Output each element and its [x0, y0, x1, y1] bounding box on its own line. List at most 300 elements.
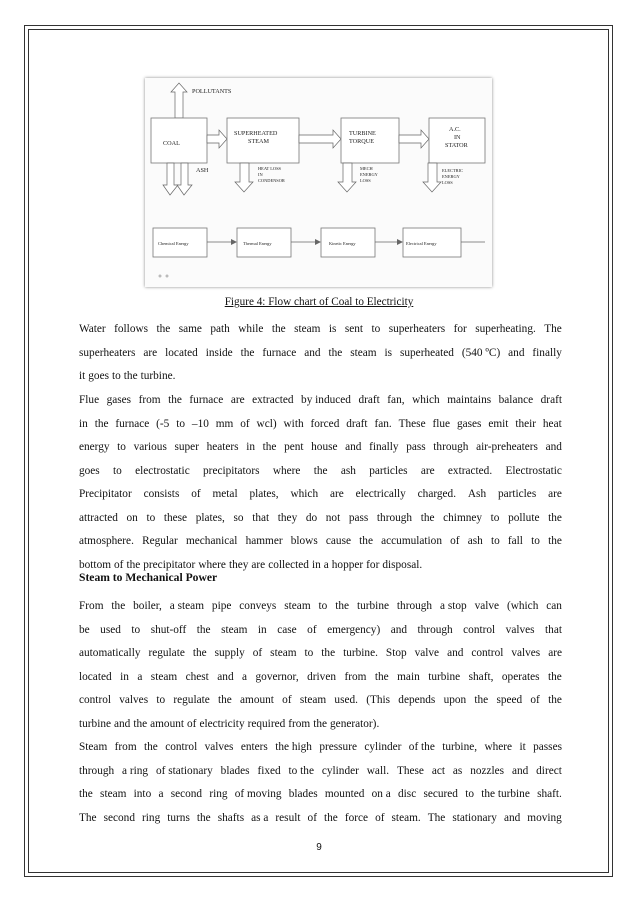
word: automatically [79, 647, 141, 660]
word: stationary [452, 811, 497, 824]
electrical-energy-label: Electrical Energy [406, 241, 437, 246]
word: and [508, 346, 525, 359]
word: to [490, 511, 500, 524]
word: pipe [211, 600, 232, 612]
word: the [133, 717, 148, 730]
word: the [196, 811, 211, 824]
paragraph-control-valves [79, 736, 562, 830]
word: result [275, 811, 301, 824]
word: turns [167, 811, 190, 824]
word: a [158, 788, 164, 801]
word: the [111, 600, 126, 612]
word: air-preheaters [476, 441, 538, 454]
word: of [252, 647, 263, 660]
word: from [138, 394, 161, 406]
word: balance [498, 394, 534, 406]
page-number: 9 [316, 842, 322, 853]
word: the [474, 694, 489, 707]
word: ash [467, 535, 483, 548]
word: control [79, 694, 111, 707]
word: –10 [191, 417, 209, 430]
word: enters [240, 741, 268, 753]
word: nozzles [470, 764, 505, 777]
word: case [277, 623, 297, 636]
word: generator). [330, 717, 380, 730]
word: hopper [331, 558, 364, 571]
word: goes [79, 464, 100, 477]
word: are [329, 488, 344, 501]
word: regulate [173, 694, 210, 707]
word: of stationary [155, 764, 213, 777]
arrow-head-2 [315, 239, 321, 245]
word: path [210, 323, 230, 335]
word: energy [79, 441, 110, 454]
word: are [251, 558, 266, 571]
word: mechanical [185, 535, 238, 548]
word: into [133, 788, 152, 801]
pollutants-arrow [171, 83, 187, 118]
word: bottom [79, 558, 112, 571]
text-line [79, 807, 562, 831]
stator-label: STATOR [445, 142, 468, 149]
word: steam [270, 647, 297, 660]
word: regulate [148, 647, 185, 660]
word: accumulation [381, 535, 442, 548]
word: required [247, 717, 286, 730]
word: plates, [195, 511, 225, 524]
word: mounted [324, 788, 365, 801]
turbine-label: TURBINE [349, 130, 376, 137]
word: Flue [79, 394, 100, 406]
word: turbine. [140, 370, 176, 383]
word: to [156, 694, 166, 707]
word: by induced [301, 394, 351, 406]
word: through [433, 441, 469, 454]
word: through [417, 623, 453, 636]
word: and [217, 670, 234, 683]
word: the [328, 346, 343, 359]
word: to [113, 464, 122, 477]
kinetic-energy-label: Kinetic Energy [329, 241, 356, 246]
word: steam [150, 670, 178, 683]
word: for [453, 323, 467, 335]
word: Regular [142, 535, 178, 548]
word: passes [533, 741, 562, 753]
word: amount [150, 717, 185, 730]
word: and [390, 623, 408, 636]
word: fan, [387, 394, 405, 406]
word: The [544, 323, 562, 335]
word: shaft, [468, 670, 494, 683]
word: valve [414, 647, 440, 660]
pollutants-label: POLLUTANTS [192, 88, 232, 95]
word: are [548, 488, 562, 501]
word: main [397, 670, 420, 683]
ash-arrow-right [177, 163, 192, 195]
arrow-head-1 [231, 239, 237, 245]
word: not [325, 511, 341, 524]
word: control [463, 623, 496, 636]
word: and [345, 441, 362, 454]
word: The [79, 811, 97, 824]
word: the [374, 670, 389, 683]
word: with [283, 417, 304, 430]
arrow-head-3 [397, 239, 403, 245]
text-line [79, 595, 562, 619]
word: consists [143, 488, 180, 501]
word: heat [542, 417, 562, 430]
word: of the [408, 741, 435, 753]
word: the [168, 394, 182, 406]
word: the [548, 535, 562, 548]
word: the [196, 623, 211, 636]
word: valves [511, 647, 541, 660]
word: on [126, 511, 138, 524]
word: fan. [374, 417, 392, 430]
paragraph-boiler [79, 595, 562, 736]
word: the [271, 323, 286, 335]
word: in [120, 670, 129, 683]
word: atmosphere. [79, 535, 134, 548]
word: in [246, 441, 256, 454]
word: blades [220, 764, 250, 777]
word: maintains [447, 394, 492, 406]
word: speed [496, 694, 523, 707]
word: for [366, 558, 380, 571]
word: control [165, 741, 198, 753]
word: furnace [115, 417, 150, 430]
torque-label: TORQUE [349, 138, 374, 145]
mech-loss-label-3: LOSS [360, 178, 371, 183]
text-line [79, 642, 562, 666]
word: fixed [257, 764, 281, 777]
word: emit [488, 417, 509, 430]
text-line [79, 413, 562, 437]
word: goes [88, 370, 109, 383]
word: pass [348, 511, 369, 524]
word: and [304, 346, 321, 359]
word: disc [398, 788, 417, 801]
word: used. [334, 694, 358, 707]
word: particles [497, 488, 537, 501]
word: turbine [428, 670, 461, 683]
word: in [257, 623, 267, 636]
word: metal [212, 488, 238, 501]
word: it [519, 741, 526, 753]
word: force [344, 811, 369, 824]
word: a [242, 670, 248, 683]
word: gases [456, 417, 482, 430]
word: the [321, 647, 336, 660]
section-heading: Steam to Mechanical Power [79, 571, 218, 584]
word: it [79, 370, 86, 383]
word: can [546, 600, 562, 612]
word: to [304, 647, 314, 660]
word: house [311, 441, 338, 454]
word: the [313, 464, 328, 477]
flow-chart-svg [145, 78, 492, 287]
word: the [144, 741, 158, 753]
word: valves [119, 694, 149, 707]
heat-loss-label-3: CONDENSOR [258, 178, 285, 183]
text-line [79, 318, 562, 342]
word: valve [474, 600, 500, 612]
word: cylinder [364, 741, 402, 753]
word: These [396, 764, 424, 777]
figure-mark [166, 275, 169, 278]
word: steam [294, 323, 321, 335]
word: shafts [217, 811, 245, 824]
word: blades [288, 788, 318, 801]
word: finally [532, 346, 562, 359]
word: through [79, 764, 115, 777]
word: flue [432, 417, 451, 430]
word: in [79, 417, 88, 430]
word: fall [507, 535, 523, 548]
word: turbine [79, 717, 111, 730]
word: superheaters [388, 323, 446, 335]
word: a [323, 558, 329, 571]
figure-caption: Figure 4: Flow chart of Coal to Electricity [224, 296, 414, 308]
word: upon [443, 694, 467, 707]
arrow-steam-turbine [299, 130, 341, 148]
word: blows [290, 535, 318, 548]
word: superheaters [79, 346, 136, 359]
word: to [371, 323, 381, 335]
word: furnace [262, 346, 297, 359]
mech-loss-label-1: MECH [360, 166, 373, 171]
text-line [79, 760, 562, 784]
word: steam [100, 788, 127, 801]
word: steam [284, 600, 311, 612]
text-line [79, 507, 562, 531]
word: wcl) [256, 417, 277, 430]
word: Precipitator [79, 488, 132, 501]
word: are [548, 647, 562, 660]
word: Steam [79, 741, 108, 753]
word: to [146, 511, 156, 524]
word: shaft. [537, 788, 562, 801]
heat-loss-arrow [235, 163, 253, 192]
word: emergency) [327, 623, 381, 636]
ac-label: A.C. [449, 126, 461, 133]
word: so [233, 511, 244, 524]
word: through [396, 600, 433, 612]
word: in [311, 558, 321, 571]
word: and [503, 811, 521, 824]
word: do [305, 511, 318, 524]
text-line [79, 460, 562, 484]
word: are [420, 464, 435, 477]
word: of [375, 811, 385, 824]
steam-label: STEAM [248, 138, 269, 145]
word: a stop [439, 600, 467, 612]
word: and [511, 764, 529, 777]
word: where [484, 741, 513, 753]
word: the [335, 600, 350, 612]
word: shut-off [150, 623, 187, 636]
word: secured [423, 788, 458, 801]
electric-loss-label-2: ENERGY [442, 174, 460, 179]
word: the [126, 558, 141, 571]
word: mm [215, 417, 234, 430]
arrow-turbine-stator [399, 130, 429, 148]
word: pass [406, 441, 426, 454]
word: draft [358, 394, 380, 406]
word: control [471, 647, 504, 660]
word: from [288, 717, 311, 730]
word: their [515, 417, 537, 430]
word: ring [142, 811, 161, 824]
word: pent [284, 441, 304, 454]
word: extracted. [447, 464, 493, 477]
word: the [420, 511, 435, 524]
word: driven [307, 670, 336, 683]
word: of [530, 694, 540, 707]
word: Stop [385, 647, 407, 660]
word: electricity [199, 717, 245, 730]
word: collected [268, 558, 309, 571]
word: wall. [366, 764, 390, 777]
word: a ring [122, 764, 149, 777]
paragraph-water [79, 318, 562, 389]
word: operates [501, 670, 540, 683]
word: to the [288, 764, 314, 777]
text-line [79, 483, 562, 507]
word: These [398, 417, 426, 430]
word: from [344, 670, 367, 683]
word: (540 ºC) [461, 346, 501, 359]
word: heaters [206, 441, 239, 454]
word: is [328, 323, 337, 335]
word: turbine [356, 600, 389, 612]
word: steam [221, 623, 248, 636]
word: is [384, 346, 393, 359]
word: to [490, 535, 500, 548]
word: governor, [255, 670, 299, 683]
word: to [465, 788, 474, 801]
word: precipitator [143, 558, 196, 571]
word: from [114, 741, 137, 753]
paragraph-flue-gases [79, 389, 562, 577]
text-line [79, 689, 562, 713]
word: to [117, 441, 126, 454]
word: the [79, 788, 93, 801]
text-line [79, 342, 562, 366]
word: a [137, 670, 143, 683]
word: as [452, 764, 463, 777]
word: chest [185, 670, 209, 683]
ash-arrow-left [163, 163, 178, 195]
word: forced [310, 417, 340, 430]
word: turbine, [442, 741, 478, 753]
word: the turbine [481, 788, 530, 801]
word: the [218, 694, 232, 707]
word: ash [340, 464, 356, 477]
word: of [282, 694, 292, 707]
word: moving [527, 811, 562, 824]
word: turbine. [343, 647, 378, 660]
word: super [174, 441, 199, 454]
word: steam. [391, 811, 421, 824]
text-line [79, 436, 562, 460]
word: used [100, 623, 121, 636]
word: steam [350, 346, 377, 359]
word: of [450, 535, 460, 548]
word: sent [344, 323, 364, 335]
word: chimney [443, 511, 483, 524]
text-line [79, 530, 562, 554]
word: that [252, 511, 270, 524]
word: where [198, 558, 226, 571]
word: amount [240, 694, 274, 707]
word: charged. [417, 488, 457, 501]
electric-loss-label-1: ELECTRIC [442, 168, 463, 173]
word: while [238, 323, 264, 335]
word: the [156, 323, 171, 335]
word: valves [505, 623, 535, 636]
in-label: IN [454, 134, 461, 141]
word: superheated [399, 346, 454, 359]
word: From [79, 600, 104, 612]
word: pressure [319, 741, 357, 753]
word: depends [398, 694, 436, 707]
word: of [240, 417, 250, 430]
word: Water [79, 323, 106, 335]
word: located [165, 346, 198, 359]
word: on a [371, 788, 391, 801]
mech-loss-label-2: ENERGY [360, 172, 378, 177]
word: of [187, 717, 197, 730]
word: the [123, 370, 138, 383]
word: Ash [467, 488, 487, 501]
word: cylinder [321, 764, 359, 777]
word: disposal. [382, 558, 423, 571]
word: valves [204, 741, 234, 753]
word: (This [366, 694, 391, 707]
word: where [272, 464, 301, 477]
word: supply [214, 647, 245, 660]
word: of [307, 811, 317, 824]
word: The [427, 811, 446, 824]
word: pollute [508, 511, 540, 524]
word: of [114, 558, 124, 571]
word: precipitators [203, 464, 260, 477]
mech-loss-arrow [338, 163, 356, 192]
ash-label: ASH [196, 167, 209, 174]
word: furnace [189, 394, 224, 406]
chemical-energy-label: Chemical Energy [158, 241, 189, 246]
word: these [163, 511, 188, 524]
word: electrically [355, 488, 406, 501]
text-line [79, 736, 562, 760]
word: conveys [239, 600, 277, 612]
word: the [262, 441, 277, 454]
word: they [277, 511, 298, 524]
word: to [318, 600, 328, 612]
word: plates, [249, 488, 279, 501]
word: be [79, 623, 90, 636]
word: act [431, 764, 445, 777]
word: superheating. [475, 323, 536, 335]
word: (-5 [156, 417, 170, 430]
word: which [290, 488, 319, 501]
word: second [170, 788, 203, 801]
word: the [548, 694, 562, 707]
word: they [228, 558, 249, 571]
word: direct [536, 764, 562, 777]
text-line [79, 365, 562, 389]
